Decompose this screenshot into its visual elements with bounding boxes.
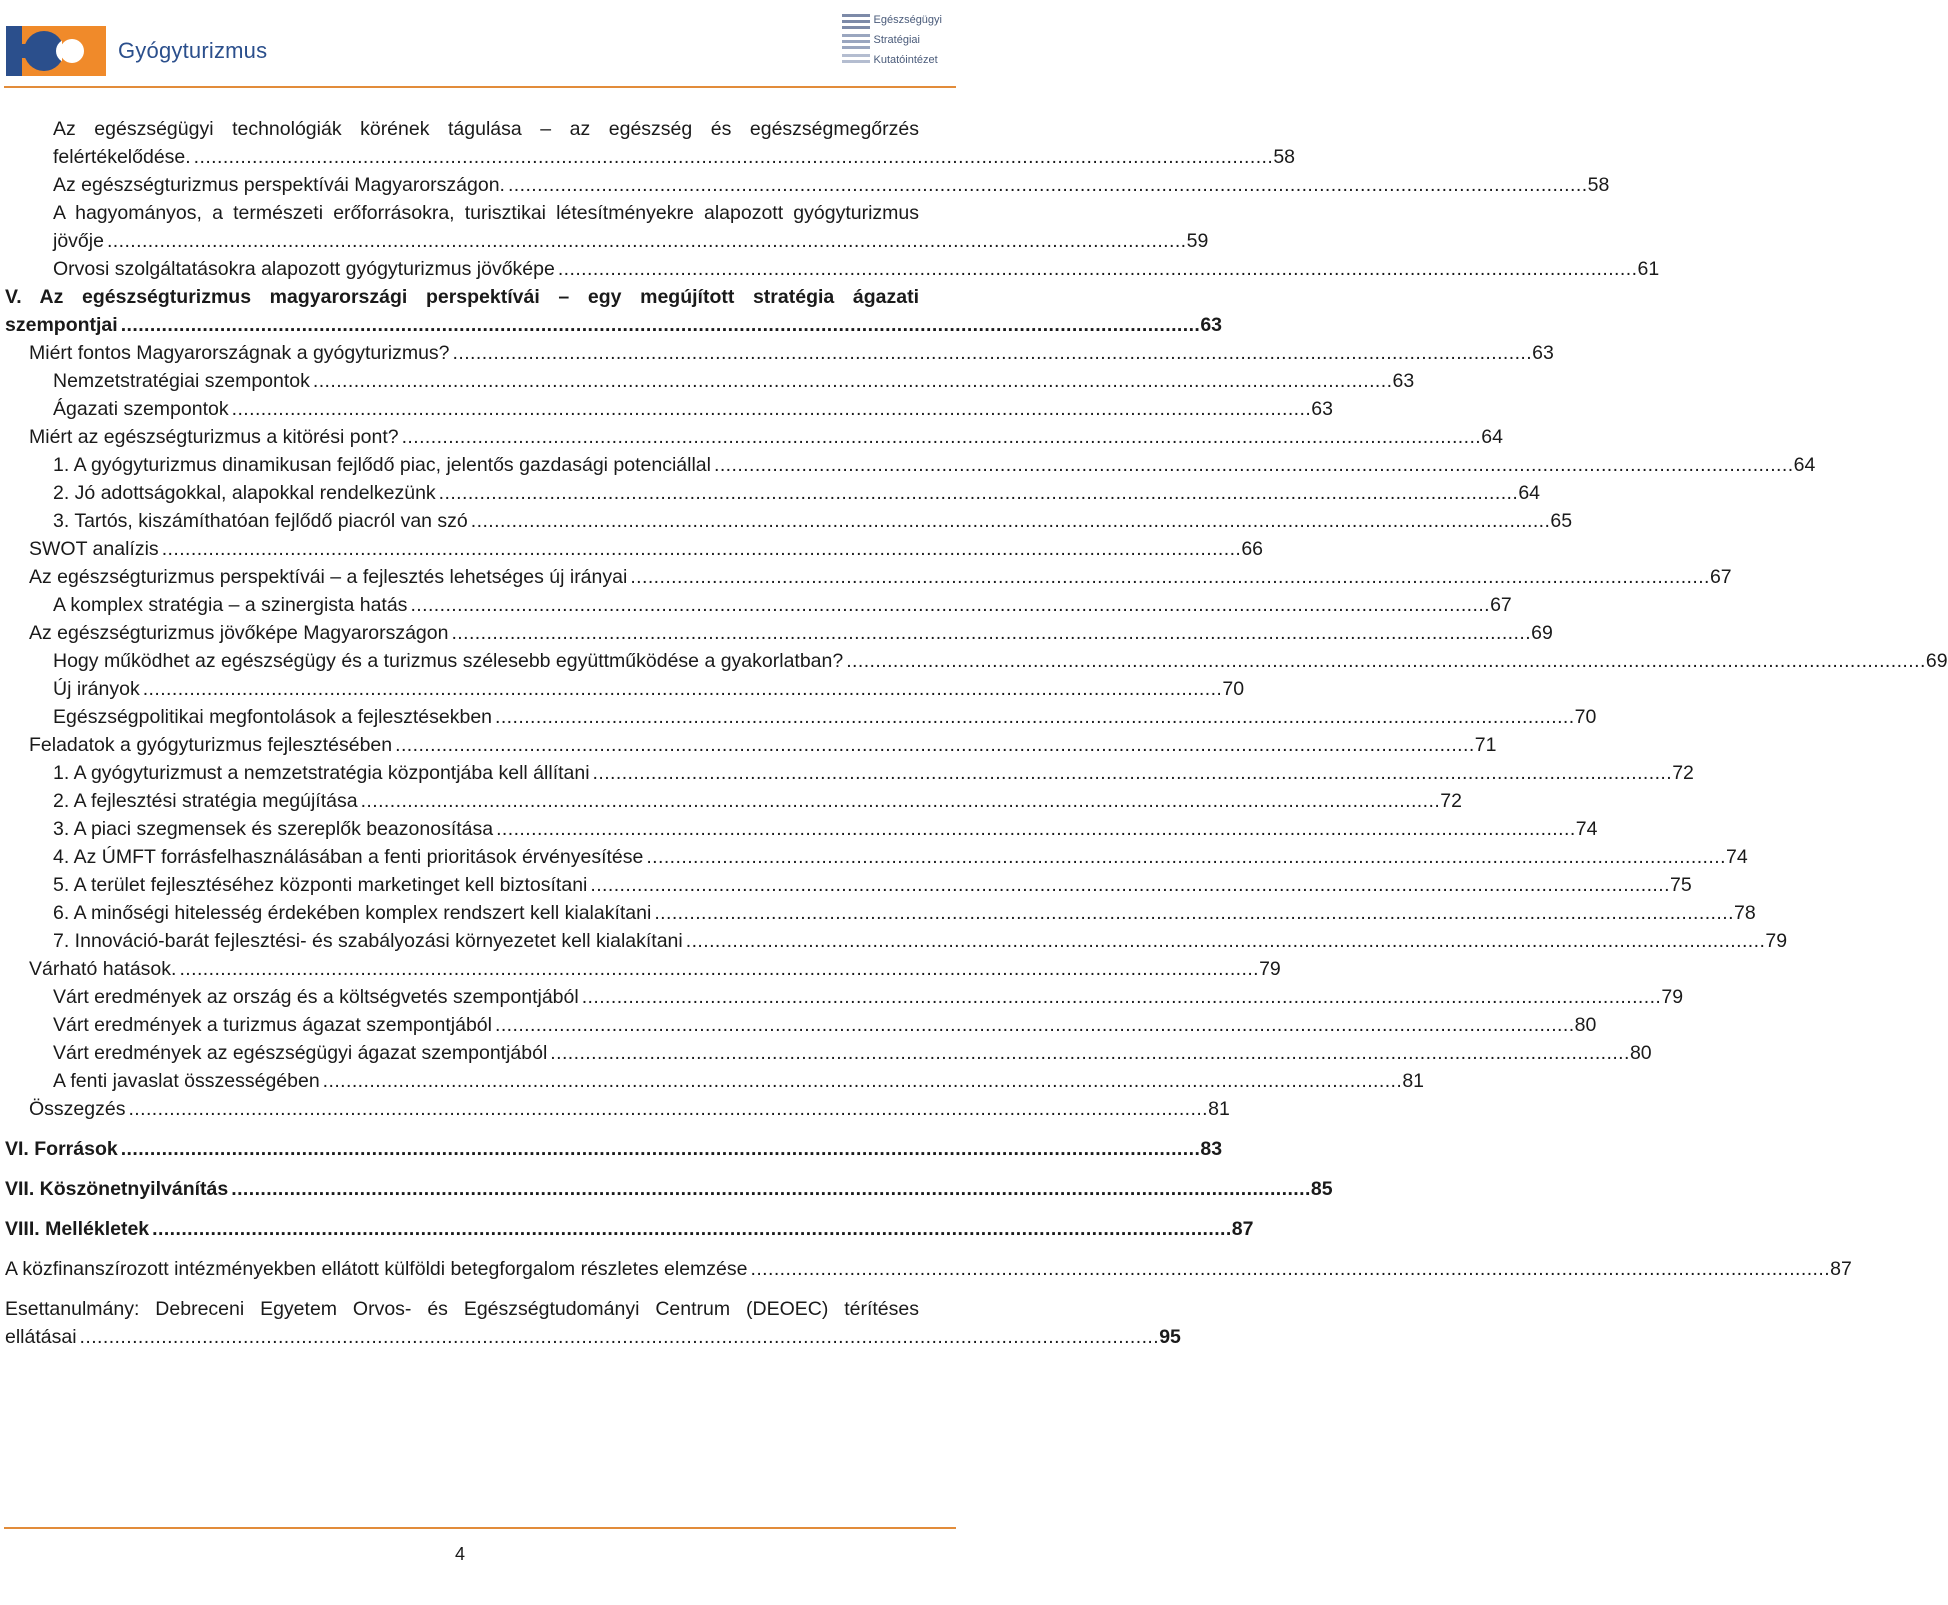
toc-entry-title: 4. Az ÚMFT forrásfelhasználásában a fenti prioritások érvényesítése (53, 846, 644, 868)
toc-entry-row (53, 899, 1756, 927)
header-divider (4, 86, 956, 88)
toc-entry-page: 81 (1208, 1098, 1230, 1120)
toc-entry[interactable] (5, 1295, 1181, 1351)
toc-entry[interactable] (5, 115, 1296, 171)
toc-entry-title: Az egészségturizmus perspektívái Magyarországon. (53, 174, 505, 196)
toc-entry[interactable] (5, 703, 1597, 731)
toc-entry[interactable] (5, 171, 1610, 199)
toc-entry-title: A fenti javaslat összességében (53, 1070, 320, 1092)
toc-entry-page: 75 (1670, 874, 1692, 896)
toc-entry[interactable] (5, 815, 1598, 843)
toc-entry[interactable] (5, 479, 1541, 507)
toc-entry[interactable] (5, 283, 1223, 339)
toc-entry-row (29, 731, 1497, 759)
toc-entry-title: Feladatok a gyógyturizmus fejlesztésében (29, 734, 393, 756)
dot-leader (582, 983, 1659, 1011)
toc-entry[interactable] (5, 1215, 1254, 1243)
toc-entry-page: 85 (1310, 1178, 1333, 1200)
toc-entry-title: ellátásai (5, 1326, 77, 1348)
toc-entry-title: VI. Források (5, 1138, 118, 1160)
toc-entry-title: A közfinanszírozott intézményekben ellátott külföldi betegforgalom részletes elemzése (5, 1258, 748, 1280)
toc-entry-page: 74 (1575, 818, 1598, 840)
institute-line-1: Egészségügyi (873, 14, 942, 26)
toc-entry-page: 58 (1273, 146, 1296, 168)
toc-entry-row (5, 1215, 1254, 1243)
toc-entry-title: Összegzés (29, 1098, 126, 1120)
toc-entry-page: 63 (1392, 370, 1415, 392)
toc-entry-title: Az egészségturizmus jövőképe Magyarországon (29, 622, 449, 644)
dot-leader (232, 395, 1309, 423)
page-header (0, 0, 960, 90)
toc-entry-row (53, 367, 1415, 395)
toc-entry-row (29, 955, 1281, 983)
dot-leader (179, 955, 1256, 983)
toc-entry[interactable] (5, 507, 1573, 535)
toc-entry[interactable] (5, 647, 1948, 675)
dot-leader (323, 1067, 1400, 1095)
toc-entry-title-line: A hagyományos, a természeti erőforrásokra, turisztikai létesítményekre alapozott gyógyturizmus (53, 202, 919, 224)
dot-leader (80, 1323, 1157, 1351)
toc-entry-page: 70 (1574, 706, 1597, 728)
toc-entry-title: Miért az egészségturizmus a kitörési pont? (29, 426, 399, 448)
toc-entry-row (53, 1011, 1597, 1039)
toc-entry-page: 65 (1550, 510, 1573, 532)
toc-entry-row (53, 591, 1512, 619)
toc-entry-title: 2. A fejlesztési stratégia megújítása (53, 790, 358, 812)
toc-entry[interactable] (5, 1135, 1223, 1163)
toc-entry[interactable] (5, 1175, 1333, 1203)
toc-entry-page: 58 (1587, 174, 1610, 196)
institute-name (874, 10, 943, 70)
toc-entry-title: Új irányok (53, 678, 140, 700)
toc-entry-row (53, 927, 1788, 955)
toc-entry[interactable] (5, 619, 1553, 647)
striped-institute-logo-icon (838, 10, 872, 70)
toc-entry-title: Miért fontos Magyarországnak a gyógyturizmus? (29, 342, 450, 364)
toc-entry-row (53, 815, 1598, 843)
dot-leader (231, 1175, 1308, 1203)
toc-entry-page: 63 (1200, 314, 1223, 336)
toc-entry-title-line: Az egészségügyi technológiák körének tágulása – az egészség és egészségmegőrzés (53, 118, 919, 140)
toc-entry-page: 80 (1629, 1042, 1652, 1064)
toc-entry-row (29, 339, 1554, 367)
toc-entry[interactable] (5, 731, 1497, 759)
dot-leader (121, 311, 1198, 339)
toc-entry[interactable] (5, 955, 1281, 983)
toc-entry-page: 87 (1231, 1218, 1254, 1240)
toc-entry[interactable] (5, 787, 1462, 815)
dot-leader (496, 815, 1573, 843)
toc-entry-title-line: Esettanulmány: Debreceni Egyetem Orvos- és Egészségtudományi Centrum (DEOEC) térítéses (5, 1298, 919, 1320)
institute-logo (838, 10, 943, 70)
toc-entry-title: felértékelődése. (53, 146, 191, 168)
toc-entry-title: Nemzetstratégiai szempontok (53, 370, 310, 392)
toc-entry-row (5, 311, 1223, 339)
toc-entry-page: 72 (1440, 790, 1462, 812)
dot-leader (410, 591, 1487, 619)
toc-entry-row (53, 759, 1694, 787)
gyogyturizmus-logo (6, 26, 267, 76)
toc-entry-page: 79 (1765, 930, 1788, 952)
dot-leader (121, 1135, 1198, 1163)
toc-entry[interactable] (5, 871, 1692, 899)
toc-entry-page: 80 (1574, 1014, 1597, 1036)
toc-entry-title: Várható hatások. (29, 958, 177, 980)
dot-leader (646, 843, 1723, 871)
dot-leader (630, 563, 1707, 591)
toc-entry[interactable] (5, 1011, 1597, 1039)
toc-entry-page: 79 (1259, 958, 1281, 980)
institute-line-2: Stratégiai (873, 34, 920, 46)
toc-entry-row (53, 171, 1610, 199)
toc-entry-page: 78 (1733, 902, 1756, 924)
toc-entry-row (53, 1067, 1425, 1095)
toc-entry-page: 64 (1481, 426, 1503, 448)
toc-entry[interactable] (5, 1255, 1852, 1283)
toc-entry-page: 81 (1402, 1070, 1425, 1092)
dot-leader (686, 927, 1763, 955)
toc-entry-page: 63 (1532, 342, 1554, 364)
dot-leader (550, 1039, 1627, 1067)
toc-entry-row (53, 143, 1296, 171)
toc-entry[interactable] (5, 199, 1209, 255)
toc-entry-title: szempontjai (5, 314, 118, 336)
toc-entry-page: 64 (1793, 454, 1816, 476)
toc-entry-row (5, 1175, 1333, 1203)
toc-entry-page: 69 (1925, 650, 1948, 672)
toc-entry-page: 83 (1200, 1138, 1223, 1160)
toc-entry-title: VII. Köszönetnyilvánítás (5, 1178, 229, 1200)
dot-leader (395, 731, 1472, 759)
toc-entry-row (53, 871, 1692, 899)
toc-entry-title: 5. A terület fejlesztéséhez központi marketinget kell biztosítani (53, 874, 588, 896)
dot-leader (439, 479, 1516, 507)
toc-entry-title: Várt eredmények a turizmus ágazat szempontjából (53, 1014, 492, 1036)
toc-entry-row (53, 507, 1573, 535)
dot-leader (402, 423, 1479, 451)
toc-entry-title: VIII. Mellékletek (5, 1218, 150, 1240)
dot-leader (471, 507, 1548, 535)
dot-leader (495, 703, 1572, 731)
toc-entry-page: 67 (1490, 594, 1512, 616)
toc-entry-title: SWOT analízis (29, 538, 159, 560)
toc-entry-title: 3. A piaci szegmensek és szereplők beazonosítása (53, 818, 494, 840)
toc-entry[interactable] (5, 339, 1554, 367)
toc-entry-page: 95 (1159, 1326, 1181, 1348)
toc-entry-title: 1. A gyógyturizmus dinamikusan fejlődő piac, jelentős gazdasági potenciállal (53, 454, 711, 476)
toc-entry-title: Egészségpolitikai megfontolások a fejlesztésekben (53, 706, 493, 728)
toc-entry-title: Ágazati szempontok (53, 398, 229, 420)
toc-entry-row (53, 647, 1948, 675)
toc-entry-page: 74 (1725, 846, 1748, 868)
toc-entry[interactable] (5, 395, 1333, 423)
toc-entry-row (29, 423, 1503, 451)
page-number: 4 (454, 1544, 465, 1564)
toc-entry[interactable] (5, 255, 1660, 283)
dot-leader (846, 647, 1923, 675)
bluebird-logo-icon (6, 26, 106, 76)
toc-entry-title-line: V. Az egészségturizmus magyarországi perspektívái – egy megújított stratégia ágazati (5, 286, 919, 308)
dot-leader (558, 255, 1635, 283)
dot-leader (593, 759, 1670, 787)
toc-entry-page: 63 (1311, 398, 1333, 420)
dot-leader (508, 171, 1585, 199)
toc-entry-page: 72 (1672, 762, 1694, 784)
toc-entry-row (53, 843, 1748, 871)
toc-entry-row (29, 563, 1732, 591)
toc-entry-row (53, 255, 1660, 283)
dot-leader (313, 367, 1390, 395)
table-of-contents (5, 115, 1948, 1351)
toc-entry-page: 87 (1830, 1258, 1852, 1280)
footer-divider (4, 1527, 956, 1529)
toc-entry[interactable] (5, 591, 1512, 619)
dot-leader (152, 1215, 1229, 1243)
toc-entry-row (29, 619, 1553, 647)
toc-entry-page: 69 (1531, 622, 1553, 644)
toc-entry-page: 61 (1637, 258, 1660, 280)
toc-entry-row (53, 787, 1462, 815)
toc-entry-row (29, 535, 1264, 563)
toc-entry[interactable] (5, 451, 1816, 479)
toc-entry-row (53, 1039, 1652, 1067)
toc-entry[interactable] (5, 367, 1415, 395)
dot-leader (128, 1095, 1205, 1123)
dot-leader (361, 787, 1438, 815)
toc-entry-page: 71 (1474, 734, 1497, 756)
toc-entry-row (53, 703, 1597, 731)
dot-leader (107, 227, 1184, 255)
toc-entry-row (53, 227, 1209, 255)
toc-entry-page: 64 (1518, 482, 1541, 504)
toc-entry[interactable] (5, 899, 1756, 927)
dot-leader (495, 1011, 1572, 1039)
toc-entry-page: 66 (1241, 538, 1264, 560)
toc-entry-page: 70 (1222, 678, 1245, 700)
logo-title: Gyógyturizmus (118, 38, 268, 63)
dot-leader (714, 451, 1791, 479)
dot-leader (654, 899, 1731, 927)
dot-leader (162, 535, 1239, 563)
toc-entry[interactable] (5, 423, 1503, 451)
toc-entry[interactable] (5, 843, 1748, 871)
toc-entry[interactable] (5, 675, 1245, 703)
institute-line-3: Kutatóintézet (873, 54, 938, 66)
toc-entry-title: 1. A gyógyturizmust a nemzetstratégia központjába kell állítani (53, 762, 590, 784)
dot-leader (590, 871, 1667, 899)
toc-entry-row (53, 675, 1245, 703)
toc-entry-title: 3. Tartós, kiszámíthatóan fejlődő piacról van szó (53, 510, 468, 532)
toc-entry-title: Hogy működhet az egészségügy és a turizmus szélesebb együttműködése a gyakorlatban? (53, 650, 844, 672)
toc-entry-title: 2. Jó adottságokkal, alapokkal rendelkezünk (53, 482, 436, 504)
dot-leader (750, 1255, 1827, 1283)
toc-entry[interactable] (5, 983, 1684, 1011)
toc-entry-title: Várt eredmények az ország és a költségvetés szempontjából (53, 986, 579, 1008)
toc-entry-title: Az egészségturizmus perspektívái – a fejlesztés lehetséges új irányai (29, 566, 628, 588)
toc-entry[interactable] (5, 759, 1694, 787)
toc-entry-title: 7. Innováció-barát fejlesztési- és szabályozási környezetet kell kialakítani (53, 930, 683, 952)
toc-entry-page: 59 (1186, 230, 1209, 252)
toc-entry-page: 67 (1709, 566, 1732, 588)
toc-entry-row (53, 983, 1684, 1011)
toc-entry-row (5, 1255, 1852, 1283)
toc-entry-title: 6. A minőségi hitelesség érdekében komplex rendszert kell kialakítani (53, 902, 652, 924)
toc-entry[interactable] (5, 535, 1264, 563)
toc-entry-row (53, 479, 1541, 507)
toc-entry[interactable] (5, 927, 1788, 955)
toc-entry-row (53, 451, 1816, 479)
toc-entry[interactable] (5, 1067, 1425, 1095)
toc-entry-title: jövője (53, 230, 104, 252)
toc-entry-page: 79 (1661, 986, 1684, 1008)
toc-entry-title: Várt eredmények az egészségügyi ágazat szempontjából (53, 1042, 548, 1064)
toc-entry-row (29, 1095, 1230, 1123)
toc-entry-row (5, 1135, 1223, 1163)
toc-entry-row (53, 395, 1333, 423)
toc-entry-title: Orvosi szolgáltatásokra alapozott gyógyturizmus jövőképe (53, 258, 555, 280)
toc-entry[interactable] (5, 1039, 1652, 1067)
dot-leader (194, 143, 1271, 171)
toc-entry-title: A komplex stratégia – a szinergista hatás (53, 594, 408, 616)
toc-entry-row (5, 1323, 1181, 1351)
dot-leader (143, 675, 1220, 703)
toc-entry[interactable] (5, 1095, 1230, 1123)
toc-entry[interactable] (5, 563, 1732, 591)
dot-leader (451, 619, 1528, 647)
dot-leader (453, 339, 1530, 367)
